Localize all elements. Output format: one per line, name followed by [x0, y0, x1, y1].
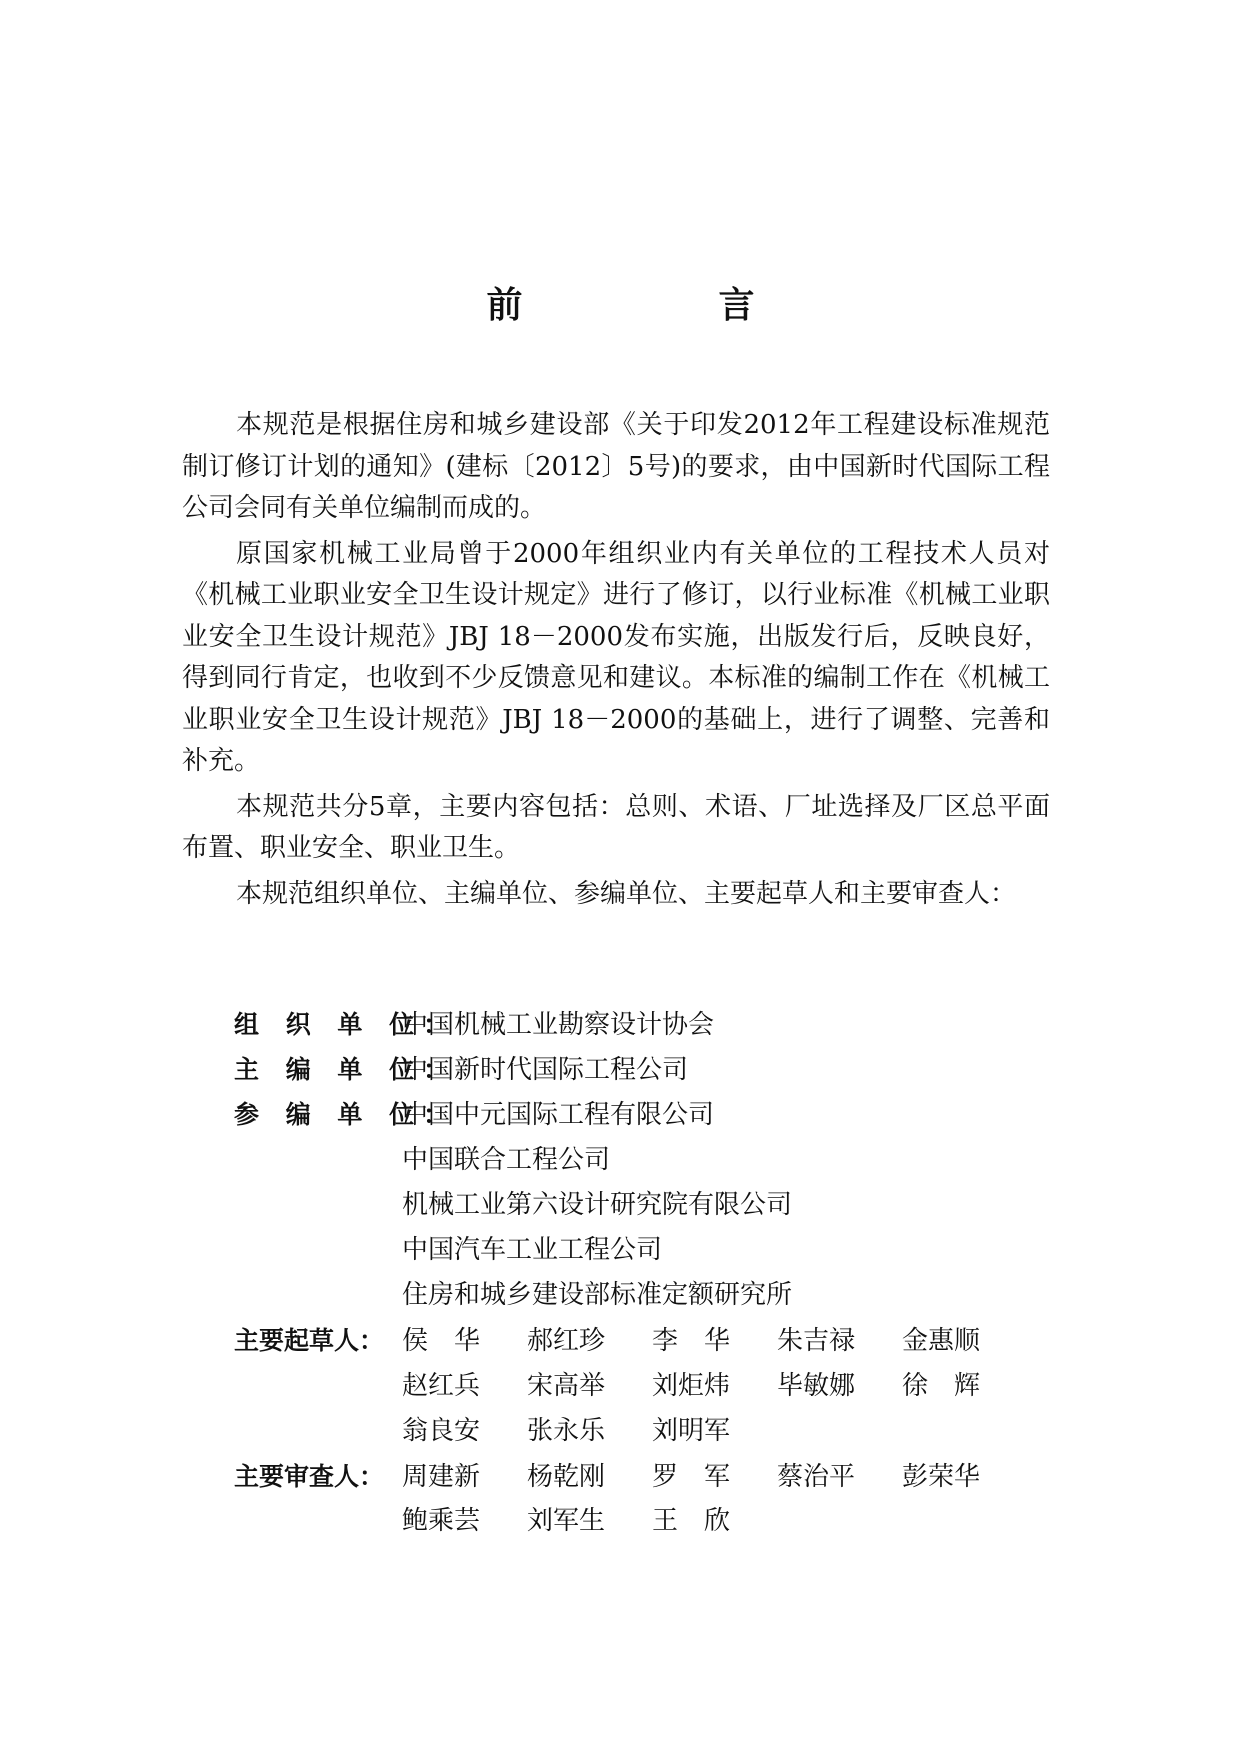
participant-unit: 机械工业第六设计研究院有限公司: [402, 1189, 793, 1220]
participants-row: [182, 1228, 1062, 1273]
chief-editor-label: 主 编 单 位：: [234, 1055, 458, 1085]
drafter-name: 赵红兵: [402, 1370, 481, 1401]
reviewer-name: 周建新: [402, 1461, 481, 1492]
drafter-name: 翁良安: [402, 1415, 481, 1446]
participant-unit: 中国联合工程公司: [402, 1144, 611, 1175]
chief-editor-row: [182, 1047, 1062, 1092]
organizer-row: [182, 1002, 1062, 1047]
paragraph-units-intro: 本规范组织单位、主编单位、参编单位、主要起草人和主要审查人：: [236, 878, 1017, 909]
drafter-name: 李 华: [652, 1326, 731, 1357]
participants-row: [182, 1138, 1062, 1183]
drafter-name: 张永乐: [527, 1415, 606, 1446]
drafter-name: 郝红珍: [527, 1326, 606, 1357]
reviewer-name: 杨乾刚: [527, 1461, 606, 1492]
drafters-label: 主要起草人：: [234, 1326, 385, 1356]
participants-row: [182, 1092, 1062, 1137]
drafter-name: 朱吉禄: [777, 1326, 856, 1357]
paragraph-history: 原国家机械工业局曾于2000年组织业内有关单位的工程技术人员对《机械工业职业安全卫生设计规定》进行了修订，以行业标准《机械工业职业安全卫生设计规范》JBJ 18－2000发布实施，出版发行后，反映良好，得到同行肯定，也收到不少反馈意见和建议。本标准的编制工作在《机械工业职业安全卫生设计规范》JBJ 18－2000的基础上，进行了调整、完善和补充。: [182, 538, 1050, 776]
drafters-row: [182, 1318, 1062, 1363]
participant-unit: 中国汽车工业工程公司: [402, 1234, 663, 1265]
reviewer-name: 刘军生: [527, 1506, 606, 1537]
page-title: 前 言: [486, 285, 835, 326]
reviewers-row: [182, 1454, 1062, 1499]
reviewer-name: 鲍乘芸: [402, 1506, 481, 1537]
paragraph-contents: 本规范共分5章，主要内容包括：总则、术语、厂址选择及厂区总平面布置、职业安全、职业卫生。: [182, 791, 1050, 863]
participant-unit: 住房和城乡建设部标准定额研究所: [402, 1280, 793, 1311]
drafter-name: 金惠顺: [902, 1326, 981, 1357]
drafter-name: 毕敏娜: [777, 1370, 856, 1401]
organizer-label: 组 织 单 位：: [234, 1010, 458, 1039]
participants-label: 参 编 单 位：: [234, 1100, 458, 1130]
participants-row: [182, 1273, 1062, 1318]
reviewer-name: 彭荣华: [902, 1461, 981, 1492]
drafter-name: 侯 华: [402, 1326, 481, 1357]
paragraph-basis: 本规范是根据住房和城乡建设部《关于印发2012年工程建设标准规范制订修订计划的通知》(建标〔2012〕5号)的要求，由中国新时代国际工程公司会同有关单位编制而成的。: [182, 410, 1050, 523]
drafters-row: [182, 1364, 1062, 1409]
units-and-people-list: [182, 1002, 1062, 1544]
chief-editor-value: 中国新时代国际工程公司: [402, 1055, 689, 1086]
drafters-row: [182, 1409, 1062, 1454]
participant-unit: 中国中元国际工程有限公司: [402, 1100, 715, 1131]
drafter-name: 刘炬炜: [652, 1370, 731, 1401]
reviewer-name: 王 欣: [652, 1506, 731, 1537]
drafter-name: 刘明军: [652, 1415, 731, 1446]
reviewers-row: [182, 1499, 1062, 1544]
organizer-value: 中国机械工业勘察设计协会: [402, 1010, 715, 1040]
drafter-name: 宋高举: [527, 1370, 606, 1401]
preface-body: [182, 405, 1050, 915]
participants-row: [182, 1183, 1062, 1228]
reviewers-label: 主要审查人：: [234, 1461, 385, 1491]
reviewer-name: 罗 军: [652, 1461, 731, 1492]
drafter-name: 徐 辉: [902, 1370, 981, 1401]
reviewer-name: 蔡治平: [777, 1461, 856, 1492]
